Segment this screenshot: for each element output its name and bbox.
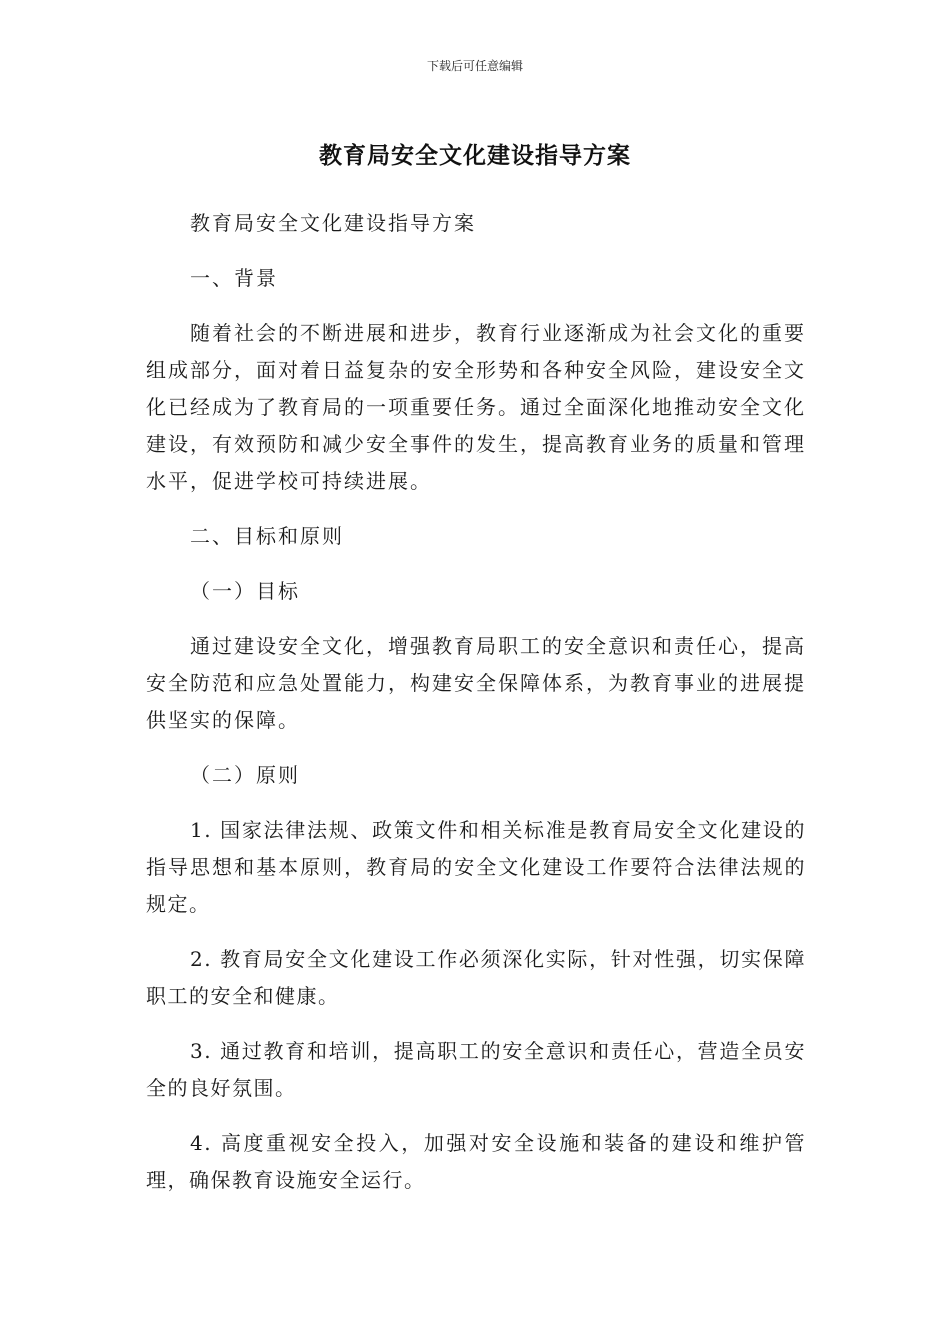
paragraph-subtitle: 教育局安全文化建设指导方案 (190, 211, 476, 235)
document-body (146, 205, 806, 1217)
principle-item-1: 1. 国家法律法规、政策文件和相关标准是教育局安全文化建设的指导思想和基本原则，教育局的安全文化建设工作要符合法律法规的规定。 (146, 818, 806, 916)
paragraph-goals: 通过建设安全文化，增强教育局职工的安全意识和责任心，提高安全防范和应急处置能力，构建安全保障体系，为教育事业的进展提供坚实的保障。 (146, 634, 806, 732)
header-note: 下载后可任意编辑 (426, 59, 523, 73)
paragraph-background: 随着社会的不断进展和进步，教育行业逐渐成为社会文化的重要组成部分，面对着日益复杂的安全形势和各种安全风险，建设安全文化已经成为了教育局的一项重要任务。通过全面深化地推动安全文化建设，有效预防和减少安全事件的发生，提高教育业务的质量和管理水平，促进学校可持续进展。 (146, 321, 806, 493)
subheading-principles: （二）原则 (190, 763, 300, 787)
heading-goals-principles: 二、目标和原则 (190, 524, 344, 548)
principle-item-2: 2. 教育局安全文化建设工作必须深化实际，针对性强，切实保障职工的安全和健康。 (146, 947, 806, 1008)
heading-background: 一、背景 (190, 266, 278, 290)
principle-item-3: 3. 通过教育和培训，提高职工的安全意识和责任心，营造全员安全的良好氛围。 (146, 1039, 806, 1100)
subheading-goals: （一）目标 (190, 579, 300, 603)
principle-item-4: 4. 高度重视安全投入，加强对安全设施和装备的建设和维护管理，确保教育设施安全运行。 (146, 1131, 806, 1192)
document-title: 教育局安全文化建设指导方案 (319, 143, 631, 169)
